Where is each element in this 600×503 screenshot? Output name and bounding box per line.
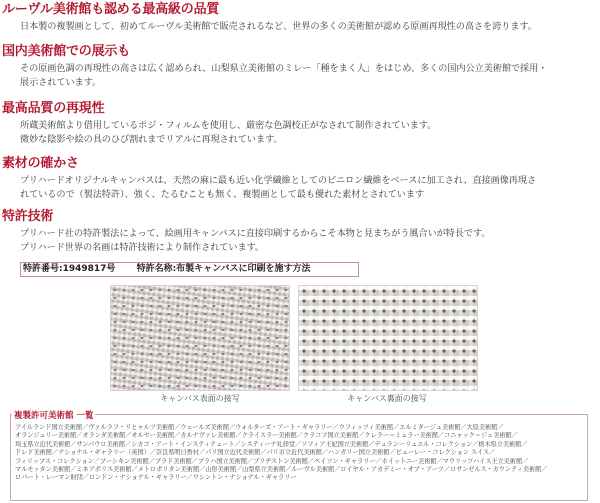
- paragraph-reproduction-quality: [20, 119, 598, 147]
- paragraph-line: 展示されています。: [20, 77, 102, 88]
- heading-louvre-quality: ルーヴル美術館も認める最高級の品質: [2, 2, 220, 17]
- museum-list-line: ドレド美術館／ナショナル・ギャラリー（英国）／奈良県明日香村／パリ国立近代美術館／パリ市立近代美術館／ハンガリー国立美術館／ビューレー・コレクション スイス／: [15, 449, 496, 457]
- paragraph-patent-technology: [20, 227, 598, 255]
- heading-reproduction-quality: 最高品質の再現性: [2, 101, 105, 116]
- paragraph-line: プリハード世界の名画は特許技術により制作されています。: [20, 242, 264, 253]
- museum-list-line: 埼玉県立近代美術館／サンパウロ美術館／シカゴ・アート・インスティテュート／システィーナ礼拝堂／ソフィア王妃国立美術館／デュランーリュエル・コレクション／栃木県立美術館／: [15, 440, 528, 448]
- paragraph-line: 所蔵美術館より借用しているポジ・フィルムを使用し、厳密な色調校正がなされて制作されています。: [20, 120, 437, 131]
- museum-list-line: オランジュリー美術館／オランダ美術館／オルセー美術館／カルナヴァレ美術館／クライスラー美術館／クラコフ国立美術館／クレラー＝ミュラー美術館／コニャック＝ジェ美術館／: [15, 432, 518, 440]
- museum-list-line: アイルランド国立美術館／ヴァルラフ・リヒャルツ美術館／ウェールズ美術館／ウォルターズ・アート・ギャラリー／ウフィッツィ美術館／エルミタージュ美術館／大原美術館／: [15, 424, 504, 431]
- paragraph-line: その原画色調の再現性の高さは広く認められ、山梨県立美術館のミレー「種をまく人」をはじめ、多くの国内公立美術館で採用・: [20, 63, 548, 74]
- heading-domestic-exhibition: 国内美術館での展示も: [2, 44, 131, 59]
- museum-list-line: フィリップス・コレクション／プーシキン美術館／ブラド美術館／ブラハ国立美術館／ブリヂストン美術館／ペイソン・ギャラリー／ホイットニー美術館／マウリッツハイス王立美術館／: [15, 457, 529, 465]
- museum-list-line: ロバート・レーマン財団／ロンドン・ナショナル・ギャラリー／ワシントン・ナショナル・ギャラリー: [15, 474, 297, 482]
- patent-info-box: [20, 262, 359, 277]
- museum-list: [15, 424, 585, 483]
- licensed-museums-box: [10, 414, 588, 501]
- paragraph-line: プリハードオリジナルキャンバスは、天然の麻に最も近い化学繊維としてのビニロン繊維をベースに加工され、直接画像再現さ: [20, 175, 537, 186]
- paragraph-louvre-quality: [20, 20, 598, 34]
- canvas-back-caption: キャンバス裏面の接写: [347, 394, 427, 403]
- canvas-front-closeup-image: [110, 285, 290, 391]
- paragraph-line: 日本製の複製画として、初めてルーヴル美術館で販売されるなど、世界の多くの美術館が認める原画再現性の高さを誇ります。: [20, 21, 537, 32]
- patent-name: 特許名称:布製キャンバスに印刷を施す方法: [136, 264, 311, 274]
- patent-number: 特許番号:1949817号: [23, 264, 116, 274]
- paragraph-line: プリハード社の特許製法によって、絵画用キャンバスに直接印刷するからこそ本物と見まちがう風合いが特長です。: [20, 228, 491, 239]
- museum-list-line: マルモッタン美術館／ミネアポリス美術館／メトロポリタン美術館／山形美術館／山梨県立美術館／ルーヴル美術館／ロイヤル・アカデミー・オブ・アーツ／ロサンゼルス・カウンティ美術館／: [15, 466, 548, 474]
- paragraph-line: 微妙な陰影や絵の具のひび割れまでリアルに再現されています。: [20, 134, 283, 145]
- paragraph-line: れているので（製法特許）、強く、たるむことも無く、複製画として最も優れた素材とされています: [20, 189, 424, 200]
- licensed-museums-title: 複製許可美術館 一覧: [14, 411, 94, 421]
- heading-material: 素材の確かさ: [2, 156, 79, 171]
- paragraph-material: [20, 174, 598, 202]
- heading-patent-technology: 特許技術: [2, 209, 54, 224]
- paragraph-domestic-exhibition: [20, 62, 598, 90]
- canvas-back-closeup-image: [298, 285, 478, 391]
- canvas-front-caption: キャンバス表面の接写: [160, 394, 240, 403]
